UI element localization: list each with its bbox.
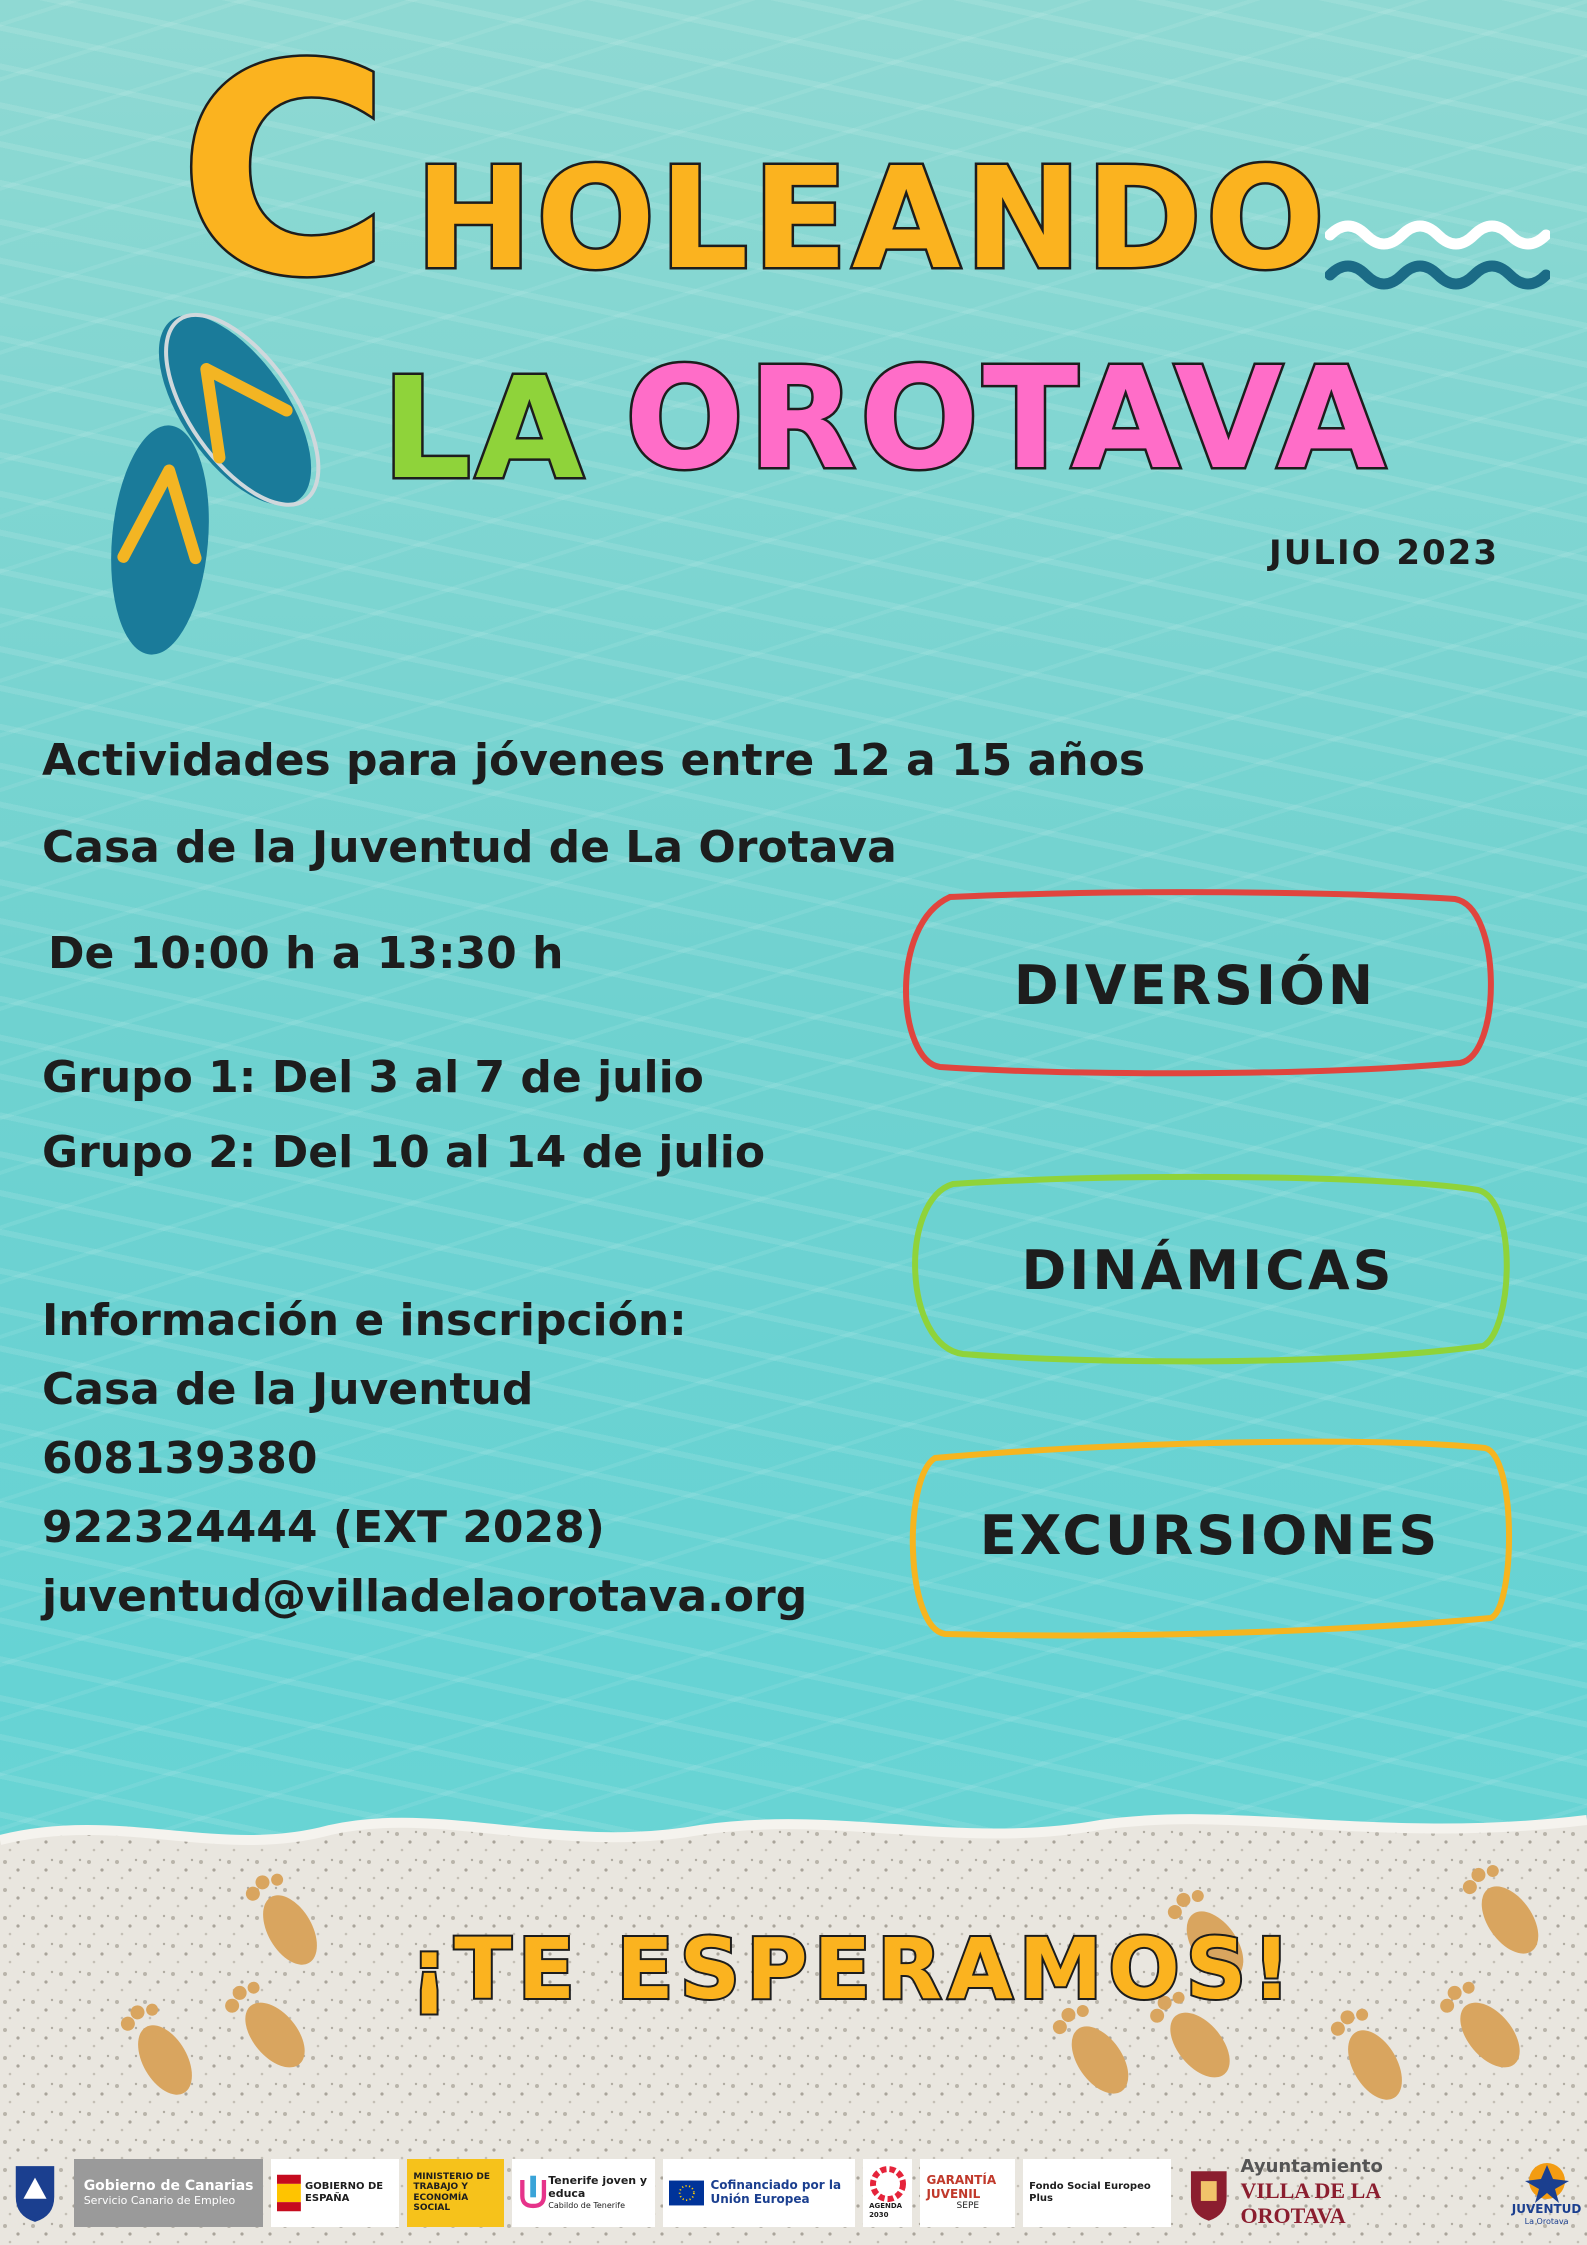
star-figure-icon — [1519, 2159, 1575, 2203]
eu-flag-icon — [669, 2172, 705, 2214]
gobierno-espana-logo — [271, 2159, 399, 2227]
phone1-text: 608139380 — [42, 1433, 318, 1484]
sponsor-logos — [0, 2140, 1587, 2245]
coat-of-arms-icon — [1185, 2163, 1233, 2223]
ayuntamiento-logo — [1179, 2155, 1494, 2228]
shield-icon — [10, 2159, 60, 2227]
email-link[interactable]: juventud@villadelaorotava.org — [42, 1571, 808, 1622]
logo-text: GOBIERNO DE ESPAÑA — [305, 2181, 384, 2204]
logo-text: JUVENTUD — [1511, 2202, 1582, 2217]
event-date: JULIO 2023 — [1269, 533, 1499, 573]
ministerio-logo — [407, 2159, 504, 2227]
ages-text: Actividades para jóvenes entre 12 a 15 años — [42, 735, 1146, 786]
logo-text: AGENDA 2030 — [869, 2202, 903, 2219]
logo-text: MINISTERIO DE TRABAJO Y ECONOMÍA SOCIAL — [413, 2171, 490, 2213]
logo-text: Tenerife joven y educa — [548, 2174, 648, 2200]
tenerife-joven-logo — [512, 2159, 655, 2227]
title-line1: HOLEANDO — [415, 138, 1329, 301]
garantia-juvenil-logo — [920, 2159, 1015, 2227]
juventud-logo — [1502, 2159, 1587, 2227]
title-letter-c: C — [178, 4, 395, 341]
tag-label: DINÁMICAS — [1021, 1238, 1395, 1302]
tag-diversion — [880, 885, 1510, 1085]
logo-subtext: Cabildo de Tenerife — [548, 2200, 626, 2210]
flip-flops-icon — [85, 300, 345, 660]
agenda-2030-logo — [863, 2159, 912, 2227]
title-line2-la: LA — [382, 348, 588, 511]
group2-text: Grupo 2: Del 10 al 14 de julio — [42, 1127, 766, 1178]
fse-logo — [1023, 2159, 1171, 2227]
tag-dinamicas — [893, 1170, 1523, 1370]
contact-place: Casa de la Juventud — [42, 1364, 534, 1415]
logo-text: Ayuntamiento — [1240, 2155, 1383, 2177]
logo-subtext: VILLA DE LA OROTAVA — [1240, 2177, 1380, 2228]
cabildo-logo — [4, 2159, 66, 2227]
ue-logo — [663, 2159, 855, 2227]
logo-subtext: Servicio Canario de Empleo — [83, 2194, 236, 2208]
tag-label: DIVERSIÓN — [1013, 953, 1377, 1017]
logo-subtext: SEPE — [956, 2201, 980, 2212]
spain-flag-icon — [277, 2167, 301, 2219]
tj-mark-icon — [518, 2167, 548, 2219]
place-text: Casa de la Juventud de La Orotava — [42, 822, 897, 873]
tag-label: EXCURSIONES — [979, 1504, 1441, 1567]
group1-text: Grupo 1: Del 3 al 7 de julio — [42, 1052, 704, 1103]
logo-text: Cofinanciado por la Unión Europea — [710, 2177, 842, 2206]
logo-text: Gobierno de Canarias — [83, 2177, 254, 2194]
title-line2-orotava: OROTAVA — [625, 338, 1390, 501]
logo-text: Fondo Social Europeo Plus — [1029, 2181, 1151, 2204]
call-to-action: ¡TE ESPERAMOS! — [410, 1920, 1297, 2018]
gobierno-canarias-logo — [74, 2159, 263, 2227]
sdg-wheel-icon — [870, 2166, 906, 2202]
tag-excursiones — [895, 1428, 1525, 1643]
hours-text: De 10:00 h a 13:30 h — [48, 928, 564, 979]
contact-heading: Información e inscripción: — [42, 1295, 687, 1346]
logo-subtext: La Orotava — [1524, 2216, 1569, 2226]
phone2-text: 922324444 (EXT 2028) — [42, 1502, 605, 1553]
waves-icon — [1325, 215, 1550, 295]
logo-text: GARANTÍA JUVENIL — [926, 2172, 997, 2201]
